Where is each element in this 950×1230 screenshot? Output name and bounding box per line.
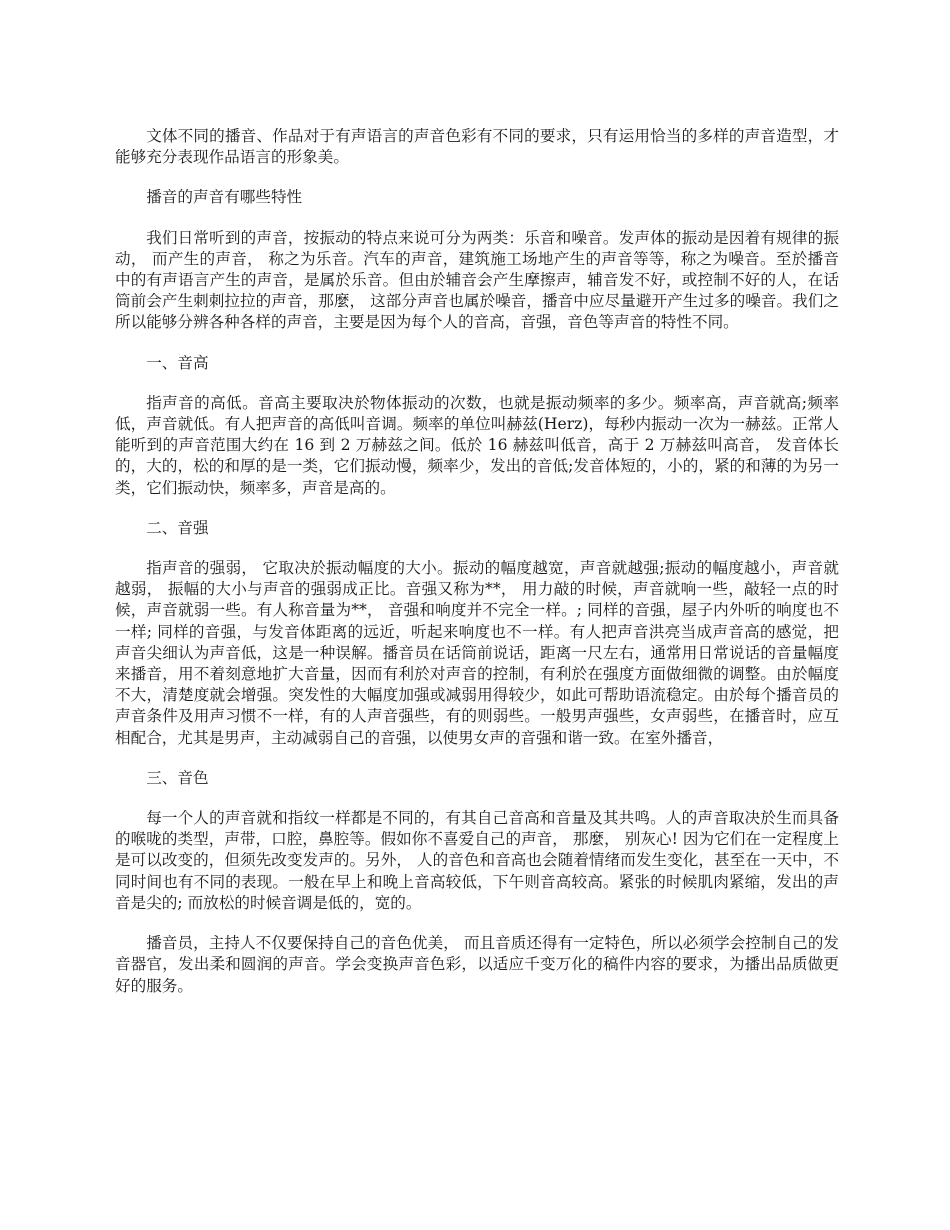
intensity-heading: 二、音强 xyxy=(146,518,209,537)
pitch-heading: 一、音高 xyxy=(146,353,209,372)
intensity-paragraph: 指声音的强弱， 它取决於振动幅度的大小。振动的幅度越宽，声音就越强;振动的幅度越小，声音就越弱， 振幅的大小与声音的强弱成正比。音强又称为**， 用力敲的时候，声音就响一些，敲轻一点的时候，声音就弱一些。有人称音量为**， 音强和响度并不完全一样。; 同样的音强，屋子内外听的响度也不一样; 同样的音强，与发音体距离的远近，听起来响度也不一样。有人把声音洪亮当成声音高的感觉，把声音尖细认为声音低，这是一种误解。播音员在话筒前说话，距离一尺左右，通常用日常说话的音量幅度来播音，用不着刻意地扩大音量，因而有利於对声音的控制，有利於在强度方面做细微的调整。由於幅度不大，清楚度就会增强。突发性的大幅度加强或减弱用得较少，如此可帮助语流稳定。由於每个播音员的声音条件及用声习惯不一样，有的人声音强些，有的则弱些。一般男声强些，女声弱些，在播音时，应互相配合，尤其是男声，主动减弱自己的音强，以使男女声的音强和谐一致。在室外播音， xyxy=(115,559,839,747)
overview-paragraph: 我们日常听到的声音，按振动的特点来说可分为两类：乐音和噪音。发声体的振动是因着有规律的振动， 而产生的声音， 称之为乐音。汽车的声音，建筑施工场地产生的声音等等，称之为噪音。至於播音中的有声语言产生的声音，是属於乐音。但由於辅音会产生摩擦声，辅音发不好，或控制不好的人，在话筒前会产生刺刺拉拉的声音，那麼， 这部分声音也属於噪音，播音中应尽量避开产生过多的噪音。我们之所以能够分辨各种各样的声音，主要是因为每个人的音高，音强，音色等声音的特性不同。 xyxy=(115,228,839,332)
closing-paragraph: 播音员，主持人不仅要保持自己的音色优美， 而且音质还得有一定特色，所以必须学会控制自己的发音器官，发出柔和圆润的声音。学会变换声音色彩，以适应千变万化的稿件内容的要求，为播出品质做更好的服务。 xyxy=(115,934,839,995)
intro-paragraph: 文体不同的播音、作品对于有声语言的声音色彩有不同的要求，只有运用恰当的多样的声音造型，才能够充分表现作品语言的形象美。 xyxy=(115,127,839,167)
timbre-paragraph: 每一个人的声音就和指纹一样都是不同的，有其自己音高和音量及其共鸣。人的声音取决於生而具备的喉咙的类型，声带，口腔，鼻腔等。假如你不喜爱自己的声音， 那麼， 别灰心! 因为它们在一定程度上是可以改变的，但须先改变发声的。另外， 人的音色和音高也会随着情绪而发生变化，甚至在一天中，不同时间也有不同的表现。一般在早上和晚上音高较低，下午则音高较高。紧张的时候肌肉紧缩，发出的声音是尖的; 而放松的时候音调是低的，宽的。 xyxy=(115,809,839,912)
section-title: 播音的声音有哪些特性 xyxy=(146,188,303,207)
timbre-heading: 三、音色 xyxy=(146,768,209,787)
document-page xyxy=(115,126,839,1016)
pitch-paragraph: 指声音的高低。音高主要取决於物体振动的次数，也就是振动频率的多少。频率高，声音就高;频率低，声音就低。有人把声音的高低叫音调。频率的单位叫赫兹(Herz)，每秒内振动一次为一赫兹。正常人能听到的声音范围大约在 16 到 2 万赫兹之间。低於 16 赫兹叫低音，高于 2 万赫兹叫高音， 发音体长的，大的，松的和厚的是一类，它们振动慢，频率少，发出的音低;发音体短的，小的，紧的和薄的为另一类，它们振动快，频率多，声音是高的。 xyxy=(115,393,839,497)
